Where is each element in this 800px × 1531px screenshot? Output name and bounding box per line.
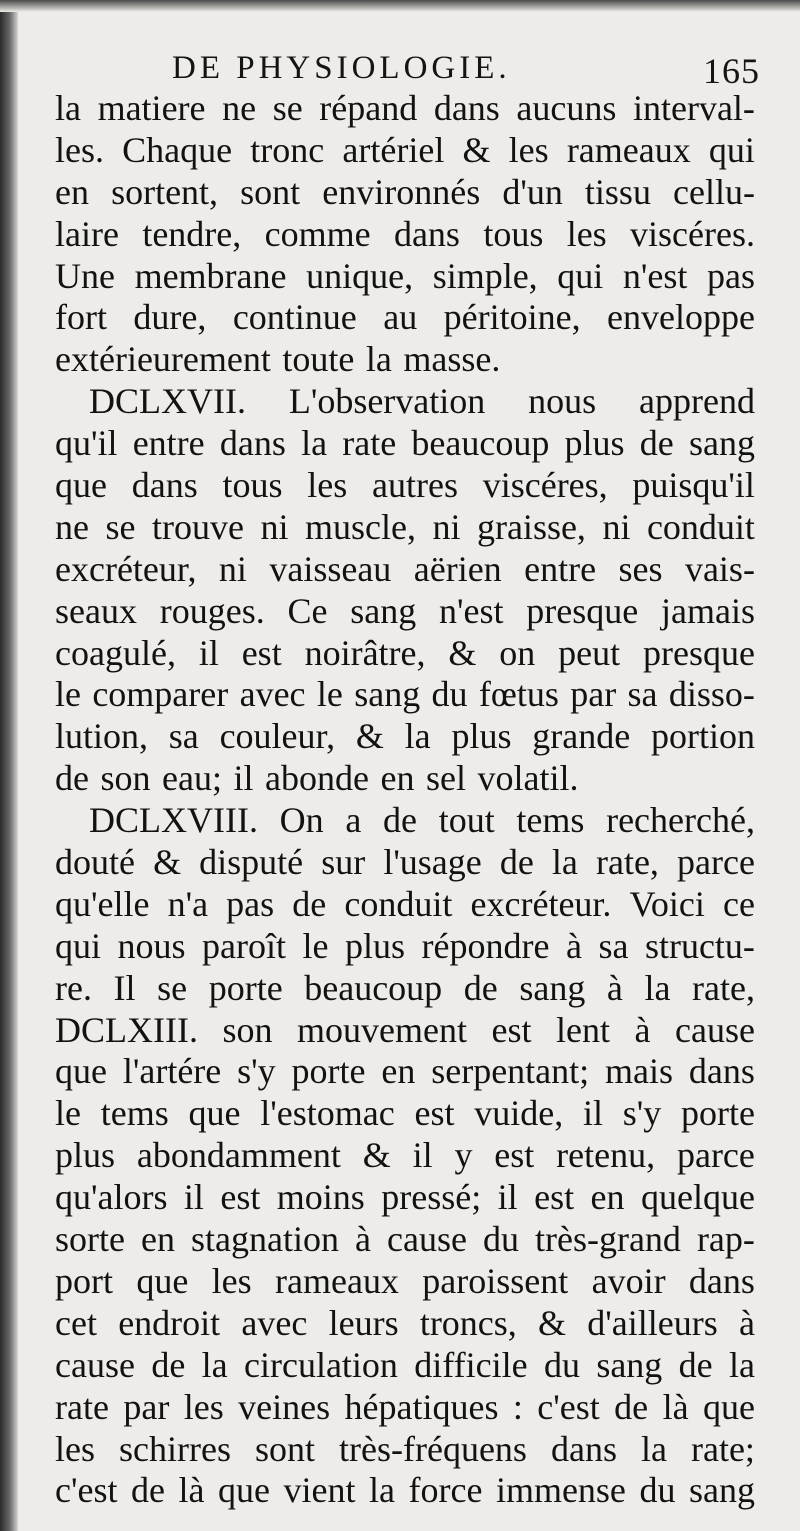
text-line: que dans tous les autres viscéres, puisqu'il — [55, 465, 755, 506]
text-line: port que les rameaux paroissent avoir dans — [55, 1260, 755, 1301]
text-line: excréteur, ni vaisseau aërien entre ses vais- — [55, 548, 755, 589]
text-line: qu'alors il est moins pressé; il est en quelque — [55, 1177, 755, 1218]
text-line: en sortent, sont environnés d'un tissu cellu- — [55, 171, 755, 212]
text-line: cet endroit avec leurs troncs, & d'ailleurs à — [55, 1302, 755, 1343]
text-line: laire tendre, comme dans tous les viscéres. — [55, 213, 755, 254]
text-line: fort dure, continue au péritoine, enveloppe — [55, 297, 755, 338]
text-line: que l'artére s'y porte en serpentant; mais dans — [55, 1051, 755, 1092]
text-line: seaux rouges. Ce sang n'est presque jamais — [55, 590, 755, 631]
running-head — [60, 50, 760, 90]
page-number: 165 — [703, 51, 760, 91]
text-line: ne se trouve ni muscle, ni graisse, ni conduit — [55, 506, 755, 547]
text-line: plus abondamment & il y est retenu, parce — [55, 1135, 755, 1176]
body-text — [55, 88, 755, 1512]
text-line: sorte en stagnation à cause du très-grand rap- — [55, 1219, 755, 1260]
text-line: rate par les veines hépatiques : c'est de là que — [55, 1386, 755, 1427]
text-line: qu'elle n'a pas de conduit excréteur. Voici ce — [55, 883, 755, 924]
text-line: les. Chaque tronc artériel & les rameaux qui — [55, 129, 755, 170]
text-line: douté & disputé sur l'usage de la rate, parce — [55, 842, 755, 883]
text-line: qu'il entre dans la rate beaucoup plus de sang — [55, 423, 755, 464]
paragraph-start-line: DCLXVII. L'observation nous apprend — [89, 381, 755, 422]
text-line: de son eau; il abonde en sel volatil. — [55, 758, 579, 799]
running-title: DE PHYSIOLOGIE. — [172, 50, 511, 86]
text-line: le comparer avec le sang du fœtus par sa disso- — [55, 674, 755, 715]
text-line: Une membrane unique, simple, qui n'est pas — [55, 255, 755, 296]
text-line: c'est de là que vient la force immense du sang — [55, 1470, 755, 1511]
page-top-shadow — [0, 0, 800, 12]
text-line: qui nous paroît le plus répondre à sa structu- — [55, 925, 755, 966]
text-line: la matiere ne se répand dans aucuns interval- — [55, 88, 755, 128]
text-line: cause de la circulation difficile du sang de la — [55, 1344, 755, 1385]
text-line: extérieurement toute la masse. — [55, 339, 501, 380]
text-line: DCLXIII. son mouvement est lent à cause — [55, 1009, 755, 1050]
text-line: les schirres sont très-fréquens dans la rate; — [55, 1428, 755, 1469]
text-line: coagulé, il est noirâtre, & on peut presque — [55, 632, 755, 673]
page-gutter-shadow — [0, 0, 18, 1531]
text-line: lution, sa couleur, & la plus grande portion — [55, 716, 755, 757]
paragraph-start-line: DCLXVIII. On a de tout tems recherché, — [89, 800, 755, 841]
text-line: re. Il se porte beaucoup de sang à la rate, — [55, 967, 755, 1008]
text-line: le tems que l'estomac est vuide, il s'y porte — [55, 1093, 755, 1134]
